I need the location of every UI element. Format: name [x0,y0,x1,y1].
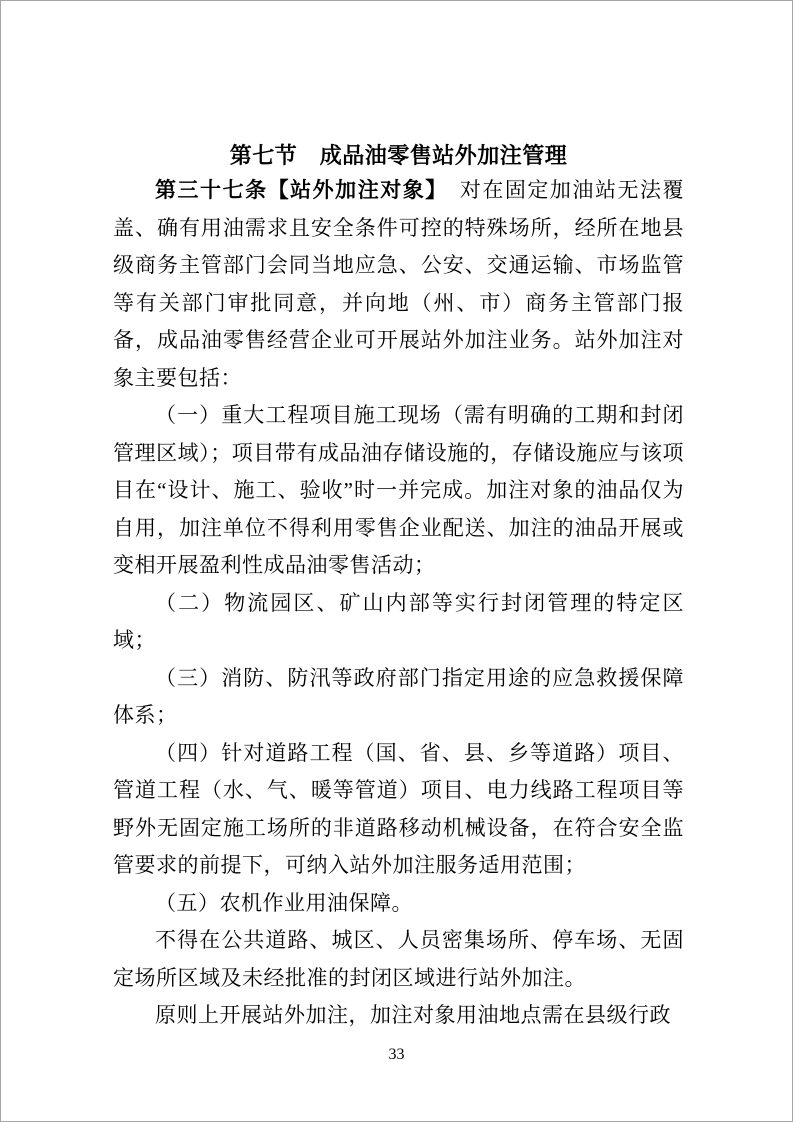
section-title: 第七节 成品油零售站外加注管理 [229,143,568,168]
list-item-1: （一）重大工程项目施工现场（需有明确的工期和封闭管理区域）；项目带有成品油存储设施的，存储设施应与该项目在“设计、施工、验收”时一并完成。加注对象的油品仅为自用，加注单位不得利用零售企业配送、加注的油品开展或变相开展盈利性成品油零售活动； [113,403,684,577]
list-item-3: （三）消防、防汛等政府部门指定用途的应急救援保障体系； [113,665,684,727]
page-number: 33 [388,1046,405,1063]
document-content [113,142,684,1035]
article-paragraph [113,172,684,397]
list-item-5: （五）农机作业用油保障。 [155,890,413,915]
article-number-label: 第三十七条【站外加注对象】 [155,178,438,202]
closing-paragraph-1: 不得在公共道路、城区、人员密集场所、停车场、无固定场所区域及未经批准的封闭区域进行站外加注。 [113,928,684,990]
list-item-2: （二）物流园区、矿山内部等实行封闭管理的特定区域； [113,590,684,652]
list-item-4: （四）针对道路工程（国、省、县、乡等道路）项目、管道工程（水、气、暖等管道）项目、电力线路工程项目等野外无固定施工场所的非道路移动机械设备，在符合安全监管要求的前提下，可纳入站外加注服务适用范围； [113,740,684,877]
closing-paragraph-2: 原则上开展站外加注，加注对象用油地点需在县级行政 [155,1003,671,1027]
article-body-text: 对在固定加油站无法覆盖、确有用油需求且安全条件可控的特殊场所，经所在地县级商务主管部门会同当地应急、公安、交通运输、市场监管等有关部门审批同意，并向地（州、市）商务主管部门报备，成品油零售经营企业可开展站外加注业务。站外加注对象主要包括： [113,178,685,390]
